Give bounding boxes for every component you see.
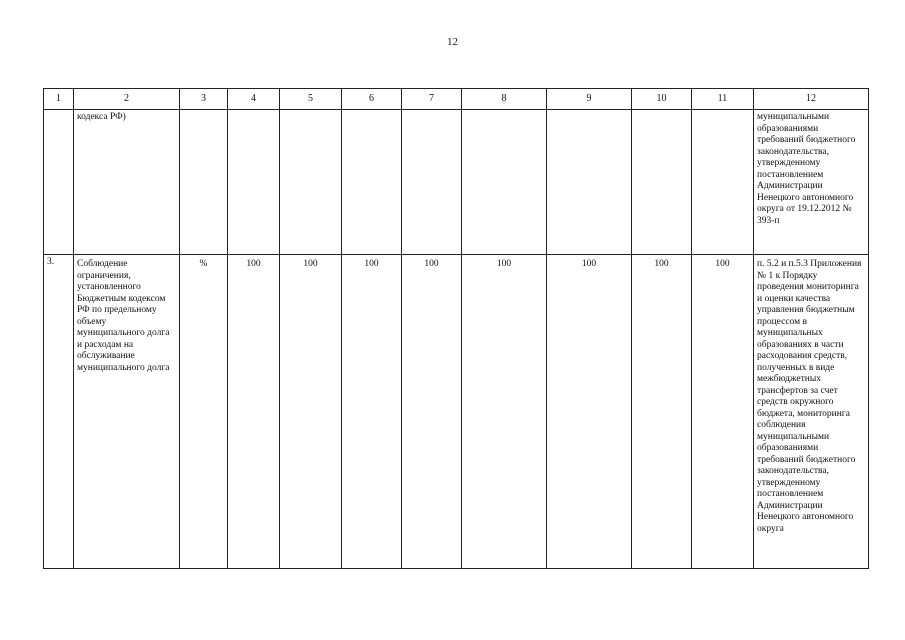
header-row (44, 89, 869, 110)
cell-4 (228, 110, 280, 255)
cell-9 (547, 110, 632, 255)
cell-reference: муниципальными образованиями требований бюджетного законодательства, утвержденному постановлением Администрации Ненецкого автономного округа от 19.12.2012 № 393-п (754, 110, 869, 255)
cell-6 (342, 110, 402, 255)
col-header-9: 9 (547, 89, 632, 110)
cell-1 (44, 110, 74, 255)
col-header-5: 5 (280, 89, 342, 110)
cell-value: 100 (632, 255, 692, 569)
cell-indicator: Соблюдение ограничения, установленного Бюджетным кодексом РФ по предельному объему муниципального долга и расходам на обслуживание муниципального долга (74, 255, 180, 569)
cell-11 (692, 110, 754, 255)
cell-value: 100 (280, 255, 342, 569)
cell-5 (280, 110, 342, 255)
cell-reference: п. 5.2 и п.5.3 Приложения № 1 к Порядку проведения мониторинга и оценки качества управления бюджетным процессом в муниципальных образованиях в части расходования средств, полученных в виде межбюджетных трансфертов за счет средств окружного бюджета, мониторинга соблюдения муниципальными образованиями требований бюджетного законодательства, утвержденному постановлением Администрации Ненецкого автономного округа (754, 255, 869, 569)
col-header-12: 12 (754, 89, 869, 110)
col-header-11: 11 (692, 89, 754, 110)
cell-10 (632, 110, 692, 255)
cell-indicator: кодекса РФ) (74, 110, 180, 255)
cell-row-number: 3. (44, 255, 74, 569)
table-row (44, 110, 869, 255)
col-header-3: 3 (180, 89, 228, 110)
cell-value: 100 (228, 255, 280, 569)
table-row (44, 255, 869, 569)
col-header-6: 6 (342, 89, 402, 110)
cell-7 (402, 110, 462, 255)
indicators-table (43, 88, 869, 569)
col-header-2: 2 (74, 89, 180, 110)
cell-value: 100 (342, 255, 402, 569)
col-header-4: 4 (228, 89, 280, 110)
col-header-10: 10 (632, 89, 692, 110)
cell-8 (462, 110, 547, 255)
cell-unit: % (180, 255, 228, 569)
col-header-1: 1 (44, 89, 74, 110)
cell-value: 100 (402, 255, 462, 569)
cell-value: 100 (462, 255, 547, 569)
col-header-7: 7 (402, 89, 462, 110)
cell-3 (180, 110, 228, 255)
cell-value: 100 (692, 255, 754, 569)
page-number: 12 (447, 36, 458, 48)
cell-value: 100 (547, 255, 632, 569)
col-header-8: 8 (462, 89, 547, 110)
